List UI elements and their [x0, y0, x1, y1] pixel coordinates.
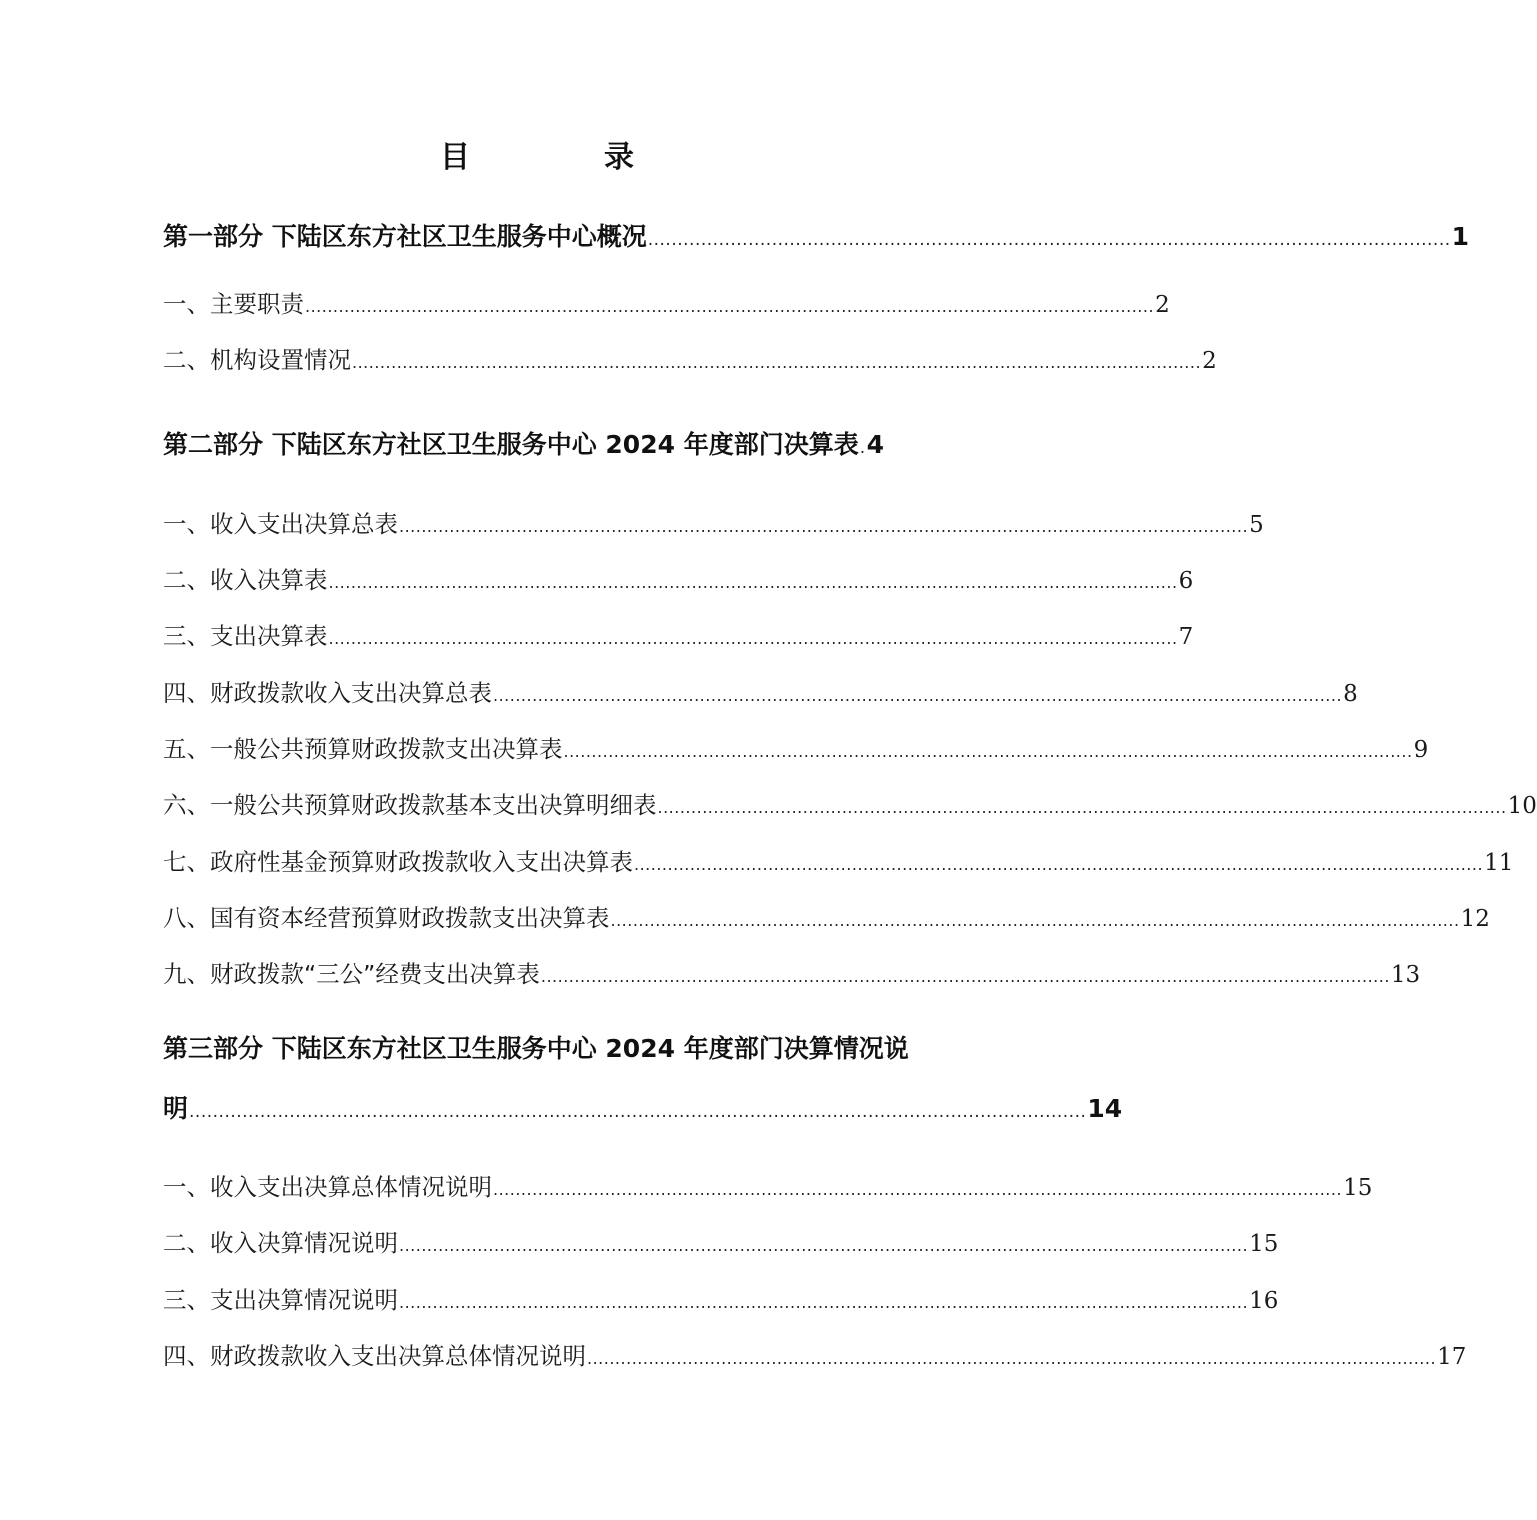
leader-dots: ........................................................................................................................................................: [634, 855, 1484, 874]
toc-item-label: 一、收入支出决算总表: [163, 510, 398, 538]
leader-dots: ........................................................................................................................................................: [399, 1236, 1249, 1255]
leader-dots: ........................................................................................................................................................: [328, 629, 1178, 648]
toc-item-label: 五、一般公共预算财政拨款支出决算表: [163, 735, 563, 763]
leader-dots: ........................................................................................................................................................: [305, 297, 1155, 316]
toc-page-number: 10: [1507, 793, 1537, 819]
toc-item[interactable]: [163, 846, 1514, 881]
toc-item-label: 三、支出决算表: [163, 622, 328, 650]
toc-page-number: 2: [1155, 292, 1170, 318]
toc-part-2-label: 第二部分 下陆区东方社区卫生服务中心 2024 年度部门决算表: [163, 430, 859, 459]
toc-part-3-label-line1[interactable]: 第三部分 下陆区东方社区卫生服务中心 2024 年度部门决算情况说: [163, 1034, 909, 1063]
toc-part-1-label: 第一部分 下陆区东方社区卫生服务中心概况: [163, 222, 647, 251]
toc-page-number: 8: [1343, 681, 1358, 707]
toc-item-label: 六、一般公共预算财政拨款基本支出决算明细表: [163, 791, 657, 819]
toc-page-number: 2: [1202, 348, 1217, 374]
toc-part-3[interactable]: [163, 1092, 1123, 1129]
toc-page-number: 13: [1390, 962, 1421, 988]
toc-page-number: 11: [1484, 850, 1514, 876]
toc-item-label: 七、政府性基金预算财政拨款收入支出决算表: [163, 848, 633, 876]
toc-page-number: 1: [1451, 222, 1470, 251]
leader-dots: ........................................................................................................................................................: [399, 517, 1249, 536]
toc-page-number: 4: [866, 430, 885, 459]
toc-page-number: 9: [1413, 737, 1429, 763]
leader-dots: ........................................................................................................................................................: [352, 353, 1202, 372]
leader-dots: ........................................................................................................................................: [647, 230, 1451, 250]
toc-item[interactable]: [163, 508, 1264, 543]
leader-dots: ........................................................................................................................................................: [493, 1180, 1343, 1199]
leader-dots: ........................................................................................................................................................: [610, 911, 1460, 930]
toc-item-label: 四、财政拨款收入支出决算总表: [163, 679, 492, 707]
toc-item-label: 四、财政拨款收入支出决算总体情况说明: [163, 1342, 586, 1370]
toc-page-number: 15: [1343, 1175, 1373, 1201]
toc-page-number: 7: [1178, 624, 1194, 650]
toc-item[interactable]: [163, 677, 1358, 712]
toc-part-2[interactable]: [163, 428, 935, 465]
toc-page-number: 12: [1460, 906, 1490, 932]
leader-dots: ........................................................................................................................................................: [189, 1102, 1087, 1122]
toc-page-number: 5: [1249, 512, 1264, 538]
toc-item[interactable]: [163, 902, 1490, 937]
leader-dots: ........................................................................................................................................................: [399, 1293, 1249, 1312]
leader-dots: .: [859, 438, 866, 458]
toc-item[interactable]: [163, 344, 1217, 379]
toc-item-label: 二、机构设置情况: [163, 346, 351, 374]
leader-dots: ........................................................................................................................................................: [493, 686, 1343, 705]
toc-item-label: 二、收入决算情况说明: [163, 1229, 398, 1257]
toc-item[interactable]: [163, 1340, 1467, 1375]
toc-item-label: 九、财政拨款“三公”经费支出决算表: [163, 960, 540, 988]
toc-item[interactable]: [163, 620, 1194, 655]
toc-item[interactable]: [163, 288, 1170, 323]
toc-page-number: 6: [1178, 568, 1194, 594]
leader-dots: ........................................................................................................................................................: [563, 742, 1413, 761]
toc-item[interactable]: [163, 789, 1537, 824]
toc-item[interactable]: [163, 1284, 1279, 1319]
toc-item-label: 八、国有资本经营预算财政拨款支出决算表: [163, 904, 610, 932]
toc-page-number: 14: [1087, 1094, 1123, 1123]
toc-item[interactable]: [163, 733, 1429, 768]
page-title: 目 录: [440, 140, 686, 175]
toc-item-label: 一、主要职责: [163, 290, 304, 318]
toc-item[interactable]: [163, 1227, 1279, 1262]
toc-page-number: 15: [1249, 1231, 1279, 1257]
toc-item[interactable]: [163, 958, 1421, 993]
toc-item-label: 一、收入支出决算总体情况说明: [163, 1173, 492, 1201]
toc-item[interactable]: [163, 564, 1194, 599]
leader-dots: ........................................................................................................................................................: [540, 967, 1390, 986]
leader-dots: ........................................................................................................................................................: [328, 573, 1178, 592]
toc-item[interactable]: [163, 1171, 1373, 1206]
toc-page-number: 16: [1249, 1288, 1279, 1314]
toc-item-label: 三、支出决算情况说明: [163, 1286, 398, 1314]
leader-dots: ........................................................................................................................................................: [587, 1349, 1437, 1368]
leader-dots: ........................................................................................................................................................: [657, 798, 1507, 817]
toc-page-number: 17: [1437, 1344, 1467, 1370]
toc-part-1[interactable]: [163, 220, 1470, 257]
toc-part-3-label-line2: 明: [163, 1094, 189, 1123]
toc-item-label: 二、收入决算表: [163, 566, 328, 594]
